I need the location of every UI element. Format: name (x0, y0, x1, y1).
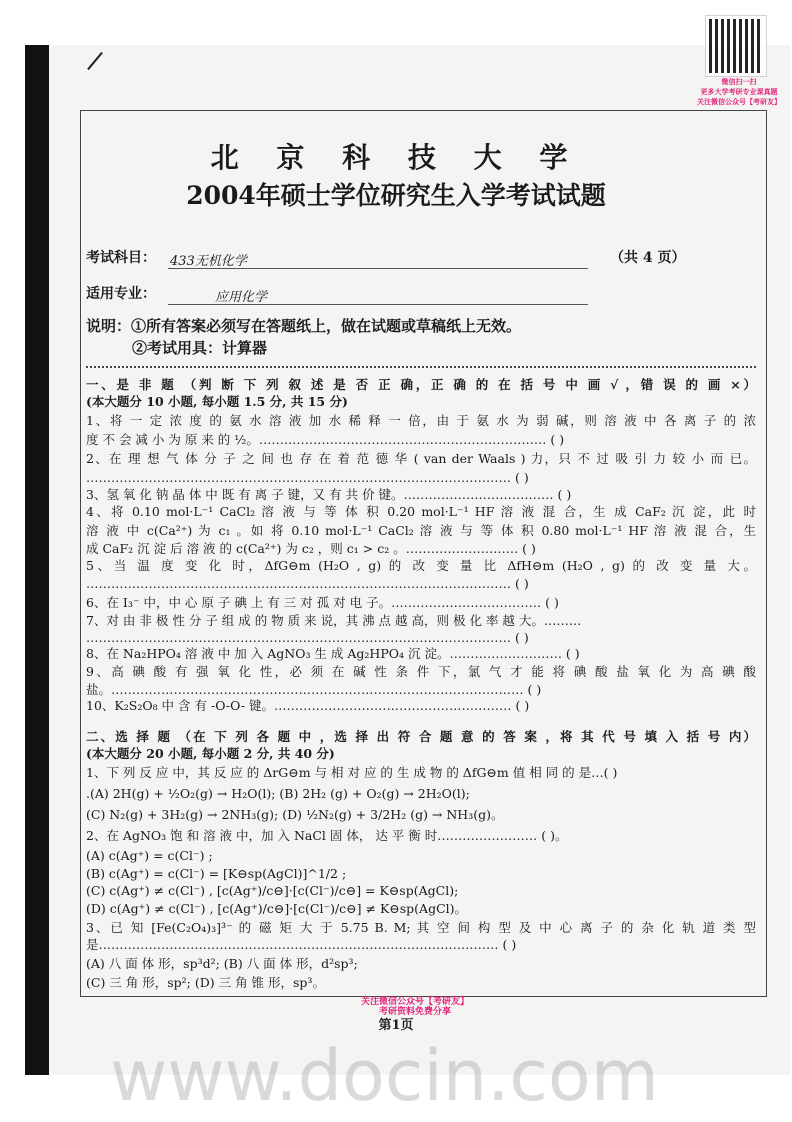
qr-caption: 更多大学考研专业课真题 (700, 88, 778, 96)
section1-score: (本大题分 10 小题, 每小题 1.5 分, 共 15 分) (86, 394, 348, 409)
question-line: 6、在 I₃⁻ 中，中 心 原 子 碘 上 有 三 对 孤 对 电 子。……………………………… ( ) (86, 595, 559, 610)
question-line: .(A) 2H(g) + ½O₂(g) → H₂O(l); (B) 2H₂ (g) + O₂(g) → 2H₂O(l); (86, 786, 470, 801)
question-line: 成 CaF₂ 沉 淀 后 溶 液 的 c(Ca²⁺) 为 c₂ ，则 c₁ > c₂ 。……………………… ( ) (86, 541, 536, 556)
subject-value: 433无机化学 (170, 254, 247, 269)
question-line: ………………………………………………………………………………………… ( ) (86, 630, 529, 645)
watermark-pink: 关注微信公众号【考研友】 (360, 997, 469, 1007)
question-line: (A) c(Ag⁺) = c(Cl⁻) ; (86, 848, 213, 863)
question-line: 3、已 知 [Fe(C₂O₄)₃]³⁻ 的 磁 矩 大 于 5.75 B. M; 其 空 间 构 型 及 中 心 离 子 的 杂 化 轨 道 类 型 (86, 920, 756, 935)
question-line: 2、在 理 想 气 体 分 子 之 间 也 存 在 着 范 德 华 ( van der Waals ) 力，只 不 过 吸 引 力 较 小 而 已。 (86, 451, 756, 466)
watermark-site: www.docin.com (110, 1035, 659, 1117)
question-line: 盐。……………………………………………………………………………………… ( ) (86, 682, 542, 697)
question-line: 度 不 会 减 小 为 原 来 的 ½。…………………………………………………………… ( ) (86, 432, 565, 447)
question-line: 5、当 温 度 变 化 时，ΔfG⊖m (H₂O , g) 的 改 变 量 比 ΔfH⊖m (H₂O , g) 的 改 变 量 大。 (86, 558, 756, 573)
instructions-2: ②考试用具：计算器 (132, 339, 268, 357)
school-name: 北 京 科 技 大 学 (210, 141, 582, 174)
page-number: 第1页 (378, 1018, 414, 1033)
question-line: ………………………………………………………………………………………… ( ) (86, 470, 529, 485)
page-count: （共 4 页） (610, 250, 686, 266)
question-line: 1、下 列 反 应 中，其 反 应 的 ΔrG⊖m 与 相 对 应 的 生 成 物 的 ΔfG⊖m 值 相 同 的 是…( ) (86, 765, 618, 780)
major-value: 应用化学 (215, 290, 268, 305)
section2-score: (本大题分 20 小题, 每小题 2 分, 共 40 分) (86, 746, 335, 761)
qr-caption: 微信扫一扫 (721, 78, 757, 86)
subject-label: 考试科目： (86, 250, 156, 266)
question-line: (C) N₂(g) + 3H₂(g) → 2NH₃(g); (D) ½N₂(g) + 3/2H₂ (g) → NH₃(g)。 (86, 807, 504, 822)
question-line: 溶 液 中 c(Ca²⁺) 为 c₁ 。如 将 0.10 mol·L⁻¹ CaCl₂ 溶 液 与 等 体 积 0.80 mol·L⁻¹ HF 溶 液 混 合，生 (86, 523, 756, 538)
watermark-pink: 考研资料免费分享 (378, 1007, 451, 1017)
question-line: (D) c(Ag⁺) ≠ c(Cl⁻) , [c(Ag⁺)/c⊖]·[c(Cl⁻)/c⊖] ≠ K⊖sp(AgCl)。 (86, 901, 468, 916)
qr-code-image (706, 16, 766, 76)
instructions-1: 说明：①所有答案必须写在答题纸上，做在试题或草稿纸上无效。 (86, 317, 522, 335)
question-line: 4、将 0.10 mol·L⁻¹ CaCl₂ 溶 液 与 等 体 积 0.20 mol·L⁻¹ HF 溶 液 混 合，生 成 CaF₂ 沉 淀，此 时 (86, 504, 756, 519)
section2-header: 二、选 择 题 （在 下 列 各 题 中 ，选 择 出 符 合 题 意 的 答 案 ，将 其 代 号 填 入 括 号 内） (86, 729, 756, 744)
underline (168, 268, 588, 269)
qr-caption: 关注微信公众号【考研友】 (697, 98, 781, 106)
divider (86, 366, 756, 368)
major-label: 适用专业： (86, 286, 156, 302)
question-line: ………………………………………………………………………………………… ( ) (86, 576, 529, 591)
question-line: 是…………………………………………………………………………………… ( ) (86, 937, 517, 952)
question-line: 7、对 由 非 极 性 分 子 组 成 的 物 质 来 说，其 沸 点 越 高，则 极 化 率 越 大。……… (86, 613, 582, 628)
question-line: (C) c(Ag⁺) ≠ c(Cl⁻) , [c(Ag⁺)/c⊖]·[c(Cl⁻)/c⊖] = K⊖sp(AgCl); (86, 883, 459, 898)
question-line: 2、在 AgNO₃ 饱 和 溶 液 中，加 入 NaCl 固 体， 达 平 衡 时…………………… ( )。 (86, 828, 568, 843)
question-line: 10、K₂S₂O₈ 中 含 有 -O-O- 键。………………………………………………… ( ) (86, 698, 530, 713)
underline (168, 304, 588, 305)
exam-title: 2004年硕士学位研究生入学考试试题 (186, 181, 606, 210)
question-line: 1、将 一 定 浓 度 的 氨 水 溶 液 加 水 稀 释 一 倍，由 于 氨 水 为 弱 碱，则 溶 液 中 各 离 子 的 浓 (86, 413, 756, 428)
question-line: 9、高 碘 酸 有 强 氧 化 性，必 须 在 碱 性 条 件 下，氯 气 才 能 将 碘 酸 盐 氧 化 为 高 碘 酸 (86, 664, 756, 679)
question-line: 3、氢 氧 化 钠 晶 体 中 既 有 离 子 键，又 有 共 价 键。……………………………… ( ) (86, 487, 572, 502)
question-line: 8、在 Na₂HPO₄ 溶 液 中 加 入 AgNO₃ 生 成 Ag₂HPO₄ 沉 淀。……………………… ( ) (86, 646, 580, 661)
question-line: (C) 三 角 形，sp²; (D) 三 角 锥 形，sp³。 (86, 975, 325, 990)
section1-header: 一、是 非 题 （判 断 下 列 叙 述 是 否 正 确，正 确 的 在 括 号 中 画 √ ，错 误 的 画 ×） (86, 377, 756, 392)
question-line: (B) c(Ag⁺) = c(Cl⁻) = [K⊖sp(AgCl)]^1/2 ; (86, 866, 347, 881)
question-line: (A) 八 面 体 形，sp³d²; (B) 八 面 体 形，d²sp³; (86, 956, 358, 971)
